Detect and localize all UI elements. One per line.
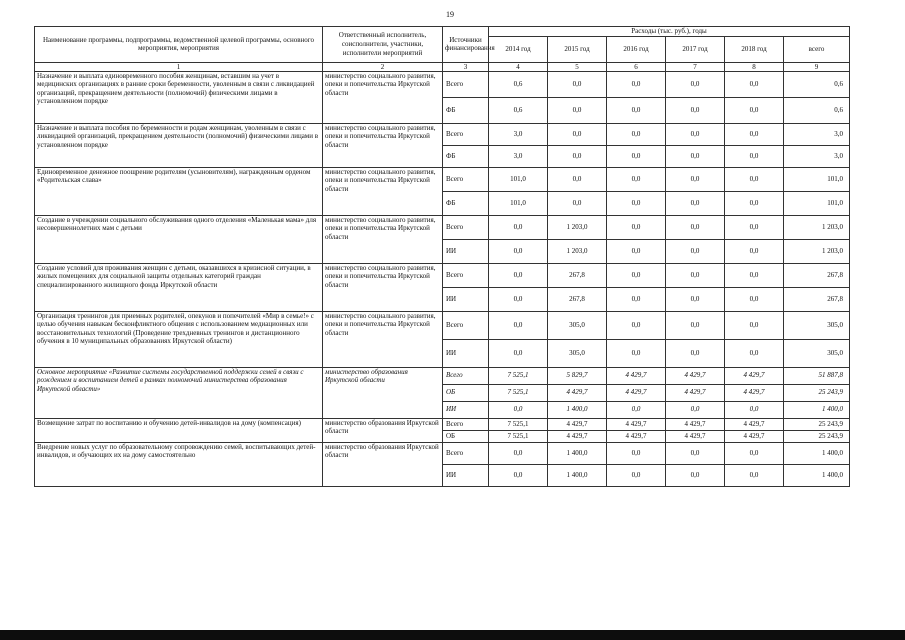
total-value-cell: 101,0: [784, 167, 850, 191]
year-value-cell: 0,0: [607, 71, 666, 97]
total-value-cell: 3,0: [784, 123, 850, 145]
year-value-cell: 0,0: [548, 97, 607, 123]
total-value-cell: 0,6: [784, 71, 850, 97]
year-value-cell: 267,8: [548, 263, 607, 287]
year-value-cell: 0,0: [548, 123, 607, 145]
measure-name-cell: Создание в учреждении социального обслуживания одного отделения «Маленькая мама» для несовершеннолетних мам с детьми: [35, 215, 323, 263]
executor-cell: министерство социального развития, опеки и попечительства Иркутской области: [323, 263, 443, 311]
column-number: 9: [784, 62, 850, 71]
year-value-cell: 0,0: [548, 167, 607, 191]
year-value-cell: 0,0: [725, 339, 784, 367]
year-value-cell: 0,0: [666, 263, 725, 287]
year-value-cell: 0,0: [666, 464, 725, 486]
executor-cell: министерство образования Иркутской области: [323, 418, 443, 442]
header-name-cell: Наименование программы, подпрограммы, ведомственной целевой программы, основного мероприятия, мероприятия: [35, 27, 323, 63]
year-value-cell: 0,0: [725, 442, 784, 464]
funding-source-cell: ФБ: [443, 97, 489, 123]
year-value-cell: 0,0: [489, 239, 548, 263]
year-value-cell: 0,0: [489, 401, 548, 418]
table-row: [35, 311, 850, 339]
year-value-cell: 1 203,0: [548, 215, 607, 239]
year-value-cell: 4 429,7: [666, 418, 725, 430]
year-value-cell: 0,0: [666, 191, 725, 215]
measure-name-cell: Возмещение затрат по воспитанию и обучению детей-инвалидов на дому (компенсация): [35, 418, 323, 442]
year-value-cell: 0,0: [489, 263, 548, 287]
total-value-cell: 1 400,0: [784, 401, 850, 418]
year-value-cell: 0,0: [725, 123, 784, 145]
year-value-cell: 1 400,0: [548, 464, 607, 486]
total-value-cell: 25 243,9: [784, 430, 850, 442]
year-value-cell: 0,0: [725, 145, 784, 167]
year-value-cell: 0,0: [607, 263, 666, 287]
executor-cell: министерство социального развития, опеки и попечительства Иркутской области: [323, 123, 443, 167]
year-value-cell: 3,0: [489, 145, 548, 167]
year-value-cell: 0,0: [548, 191, 607, 215]
total-value-cell: 101,0: [784, 191, 850, 215]
year-value-cell: 0,0: [489, 215, 548, 239]
year-value-cell: 0,0: [489, 339, 548, 367]
year-value-cell: 4 429,7: [725, 384, 784, 401]
column-number: 5: [548, 62, 607, 71]
funding-source-cell: Всего: [443, 263, 489, 287]
year-value-cell: 4 429,7: [725, 367, 784, 384]
funding-source-cell: Всего: [443, 123, 489, 145]
year-value-cell: 1 203,0: [548, 239, 607, 263]
year-value-cell: 4 429,7: [607, 430, 666, 442]
table-body: [35, 71, 850, 486]
page-number: 19: [446, 10, 454, 19]
year-value-cell: 0,0: [666, 167, 725, 191]
year-value-cell: 0,0: [607, 311, 666, 339]
header-year-cell: 2017 год: [666, 36, 725, 62]
header-source-cell: Источники финансирования: [443, 27, 489, 63]
year-value-cell: 0,0: [666, 215, 725, 239]
year-value-cell: 0,0: [607, 191, 666, 215]
year-value-cell: 0,0: [548, 71, 607, 97]
total-value-cell: 0,6: [784, 97, 850, 123]
year-value-cell: 0,0: [725, 287, 784, 311]
year-value-cell: 1 400,0: [548, 442, 607, 464]
total-value-cell: 25 243,9: [784, 384, 850, 401]
year-value-cell: 4 429,7: [548, 384, 607, 401]
measure-name-cell: Создание условий для проживания женщин с детьми, оказавшихся в кризисной ситуации, в жилых помещениях для социальной защиты отдельных категорий граждан специализированного жилищного фонда Иркутской области: [35, 263, 323, 311]
year-value-cell: 0,0: [489, 442, 548, 464]
executor-cell: министерство образования Иркутской области: [323, 367, 443, 418]
column-number: 8: [725, 62, 784, 71]
funding-source-cell: ИИ: [443, 464, 489, 486]
year-value-cell: 0,0: [666, 401, 725, 418]
year-value-cell: 1 400,0: [548, 401, 607, 418]
year-value-cell: 0,6: [489, 97, 548, 123]
year-value-cell: 0,0: [725, 215, 784, 239]
year-value-cell: 0,0: [666, 287, 725, 311]
table-header: [35, 27, 850, 72]
funding-source-cell: Всего: [443, 442, 489, 464]
total-value-cell: 305,0: [784, 311, 850, 339]
measure-name-cell: Назначение и выплата единовременного пособия женщинам, вставшим на учет в медицинских организациях в ранние сроки беременности, уволенным в связи с ликвидацией организаций, прекращением деятельности (полномочий) физическими лицами в установленном порядке: [35, 71, 323, 123]
year-value-cell: 0,0: [725, 239, 784, 263]
executor-cell: министерство социального развития, опеки и попечительства Иркутской области: [323, 167, 443, 215]
year-value-cell: 0,0: [607, 401, 666, 418]
funding-source-cell: ОБ: [443, 430, 489, 442]
total-value-cell: 25 243,9: [784, 418, 850, 430]
column-number: 6: [607, 62, 666, 71]
year-value-cell: 0,0: [725, 263, 784, 287]
year-value-cell: 7 525,1: [489, 367, 548, 384]
funding-source-cell: ИИ: [443, 287, 489, 311]
year-value-cell: 0,0: [725, 97, 784, 123]
year-value-cell: 0,0: [725, 464, 784, 486]
funding-source-cell: ФБ: [443, 191, 489, 215]
year-value-cell: 0,0: [725, 71, 784, 97]
funding-source-cell: ФБ: [443, 145, 489, 167]
table-row: [35, 215, 850, 239]
year-value-cell: 0,0: [666, 145, 725, 167]
funding-source-cell: ИИ: [443, 339, 489, 367]
measure-name-cell: Назначение и выплата пособия по беременности и родам женщинам, уволенным в связи с ликвидацией организаций, прекращением деятельности (полномочий) физическими лицами в установленном порядке: [35, 123, 323, 167]
year-value-cell: 4 429,7: [548, 418, 607, 430]
column-number: 7: [666, 62, 725, 71]
year-value-cell: 0,0: [489, 311, 548, 339]
funding-source-cell: Всего: [443, 367, 489, 384]
year-value-cell: 3,0: [489, 123, 548, 145]
measure-name-cell: Организация тренингов для приемных родителей, опекунов и попечителей «Мир в семье!» с целью обучения навыкам бесконфликтного общения с использованием медиационных или восстановительных технологий (Проведение трехдневных тренингов и дистанционного обучения в 10 муниципальных образованиях Иркутской области): [35, 311, 323, 367]
table-row: [35, 418, 850, 430]
year-value-cell: 4 429,7: [607, 384, 666, 401]
header-expenses-cell: Расходы (тыс. руб.), годы: [489, 27, 850, 37]
budget-table: [34, 26, 850, 487]
year-value-cell: 0,0: [666, 71, 725, 97]
table-row: [35, 71, 850, 97]
executor-cell: министерство социального развития, опеки и попечительства Иркутской области: [323, 71, 443, 123]
year-value-cell: 0,0: [725, 191, 784, 215]
column-number: 1: [35, 62, 323, 71]
year-value-cell: 7 525,1: [489, 430, 548, 442]
year-value-cell: 0,0: [489, 287, 548, 311]
header-total-cell: всего: [784, 36, 850, 62]
year-value-cell: 4 429,7: [548, 430, 607, 442]
measure-name-cell: Единовременное денежное поощрение родителям (усыновителям), награжденным орденом «Родительская слава»: [35, 167, 323, 215]
header-year-cell: 2014 год: [489, 36, 548, 62]
scan-edge-bar: [0, 630, 905, 640]
year-value-cell: 0,0: [607, 123, 666, 145]
year-value-cell: 0,0: [725, 311, 784, 339]
header-year-cell: 2015 год: [548, 36, 607, 62]
year-value-cell: 0,0: [607, 215, 666, 239]
year-value-cell: 101,0: [489, 191, 548, 215]
year-value-cell: 0,0: [607, 145, 666, 167]
year-value-cell: 0,0: [666, 239, 725, 263]
year-value-cell: 0,0: [666, 442, 725, 464]
total-value-cell: 267,8: [784, 263, 850, 287]
total-value-cell: 305,0: [784, 339, 850, 367]
funding-source-cell: ИИ: [443, 401, 489, 418]
funding-source-cell: ИИ: [443, 239, 489, 263]
total-value-cell: 1 203,0: [784, 215, 850, 239]
funding-source-cell: Всего: [443, 418, 489, 430]
year-value-cell: 4 429,7: [666, 367, 725, 384]
year-value-cell: 4 429,7: [725, 430, 784, 442]
year-value-cell: 0,6: [489, 71, 548, 97]
table-row: [35, 123, 850, 145]
year-value-cell: 0,0: [489, 464, 548, 486]
measure-name-cell: Основное мероприятие «Развитие системы государственной поддержки семей в связи с рождением и воспитанием детей в рамках полномочий министерства образования Иркутской области»: [35, 367, 323, 418]
year-value-cell: 5 829,7: [548, 367, 607, 384]
executor-cell: министерство социального развития, опеки и попечительства Иркутской области: [323, 215, 443, 263]
total-value-cell: 267,8: [784, 287, 850, 311]
year-value-cell: 0,0: [607, 339, 666, 367]
table-row: [35, 442, 850, 464]
table-row: [35, 263, 850, 287]
year-value-cell: 4 429,7: [725, 418, 784, 430]
funding-source-cell: Всего: [443, 167, 489, 191]
total-value-cell: 51 887,8: [784, 367, 850, 384]
total-value-cell: 3,0: [784, 145, 850, 167]
year-value-cell: 7 525,1: [489, 384, 548, 401]
year-value-cell: 7 525,1: [489, 418, 548, 430]
table-row: [35, 167, 850, 191]
year-value-cell: 101,0: [489, 167, 548, 191]
column-number: 3: [443, 62, 489, 71]
year-value-cell: 267,8: [548, 287, 607, 311]
year-value-cell: 0,0: [548, 145, 607, 167]
year-value-cell: 305,0: [548, 339, 607, 367]
funding-source-cell: Всего: [443, 71, 489, 97]
funding-source-cell: ОБ: [443, 384, 489, 401]
measure-name-cell: Внедрение новых услуг по образовательному сопровождению семей, воспитывающих детей-инвалидов, и обучающих их на дому самостоятельно: [35, 442, 323, 486]
year-value-cell: 4 429,7: [666, 430, 725, 442]
year-value-cell: 0,0: [607, 287, 666, 311]
year-value-cell: 0,0: [607, 97, 666, 123]
year-value-cell: 0,0: [666, 123, 725, 145]
executor-cell: министерство социального развития, опеки и попечительства Иркутской области: [323, 311, 443, 367]
year-value-cell: 0,0: [607, 167, 666, 191]
year-value-cell: 4 429,7: [607, 418, 666, 430]
year-value-cell: 4 429,7: [607, 367, 666, 384]
executor-cell: министерство образования Иркутской области: [323, 442, 443, 486]
year-value-cell: 0,0: [666, 311, 725, 339]
total-value-cell: 1 400,0: [784, 442, 850, 464]
header-year-cell: 2016 год: [607, 36, 666, 62]
year-value-cell: 0,0: [607, 464, 666, 486]
column-number-row: [35, 62, 850, 71]
year-value-cell: 4 429,7: [666, 384, 725, 401]
header-executor-cell: Ответственный исполнитель, соисполнители, участники, исполнители мероприятий: [323, 27, 443, 63]
year-value-cell: 0,0: [666, 339, 725, 367]
year-value-cell: 0,0: [725, 167, 784, 191]
funding-source-cell: Всего: [443, 215, 489, 239]
column-number: 4: [489, 62, 548, 71]
year-value-cell: 0,0: [607, 239, 666, 263]
year-value-cell: 0,0: [666, 97, 725, 123]
table-row: [35, 367, 850, 384]
column-number: 2: [323, 62, 443, 71]
year-value-cell: 305,0: [548, 311, 607, 339]
total-value-cell: 1 400,0: [784, 464, 850, 486]
year-value-cell: 0,0: [607, 442, 666, 464]
funding-source-cell: Всего: [443, 311, 489, 339]
header-year-cell: 2018 год: [725, 36, 784, 62]
total-value-cell: 1 203,0: [784, 239, 850, 263]
year-value-cell: 0,0: [725, 401, 784, 418]
